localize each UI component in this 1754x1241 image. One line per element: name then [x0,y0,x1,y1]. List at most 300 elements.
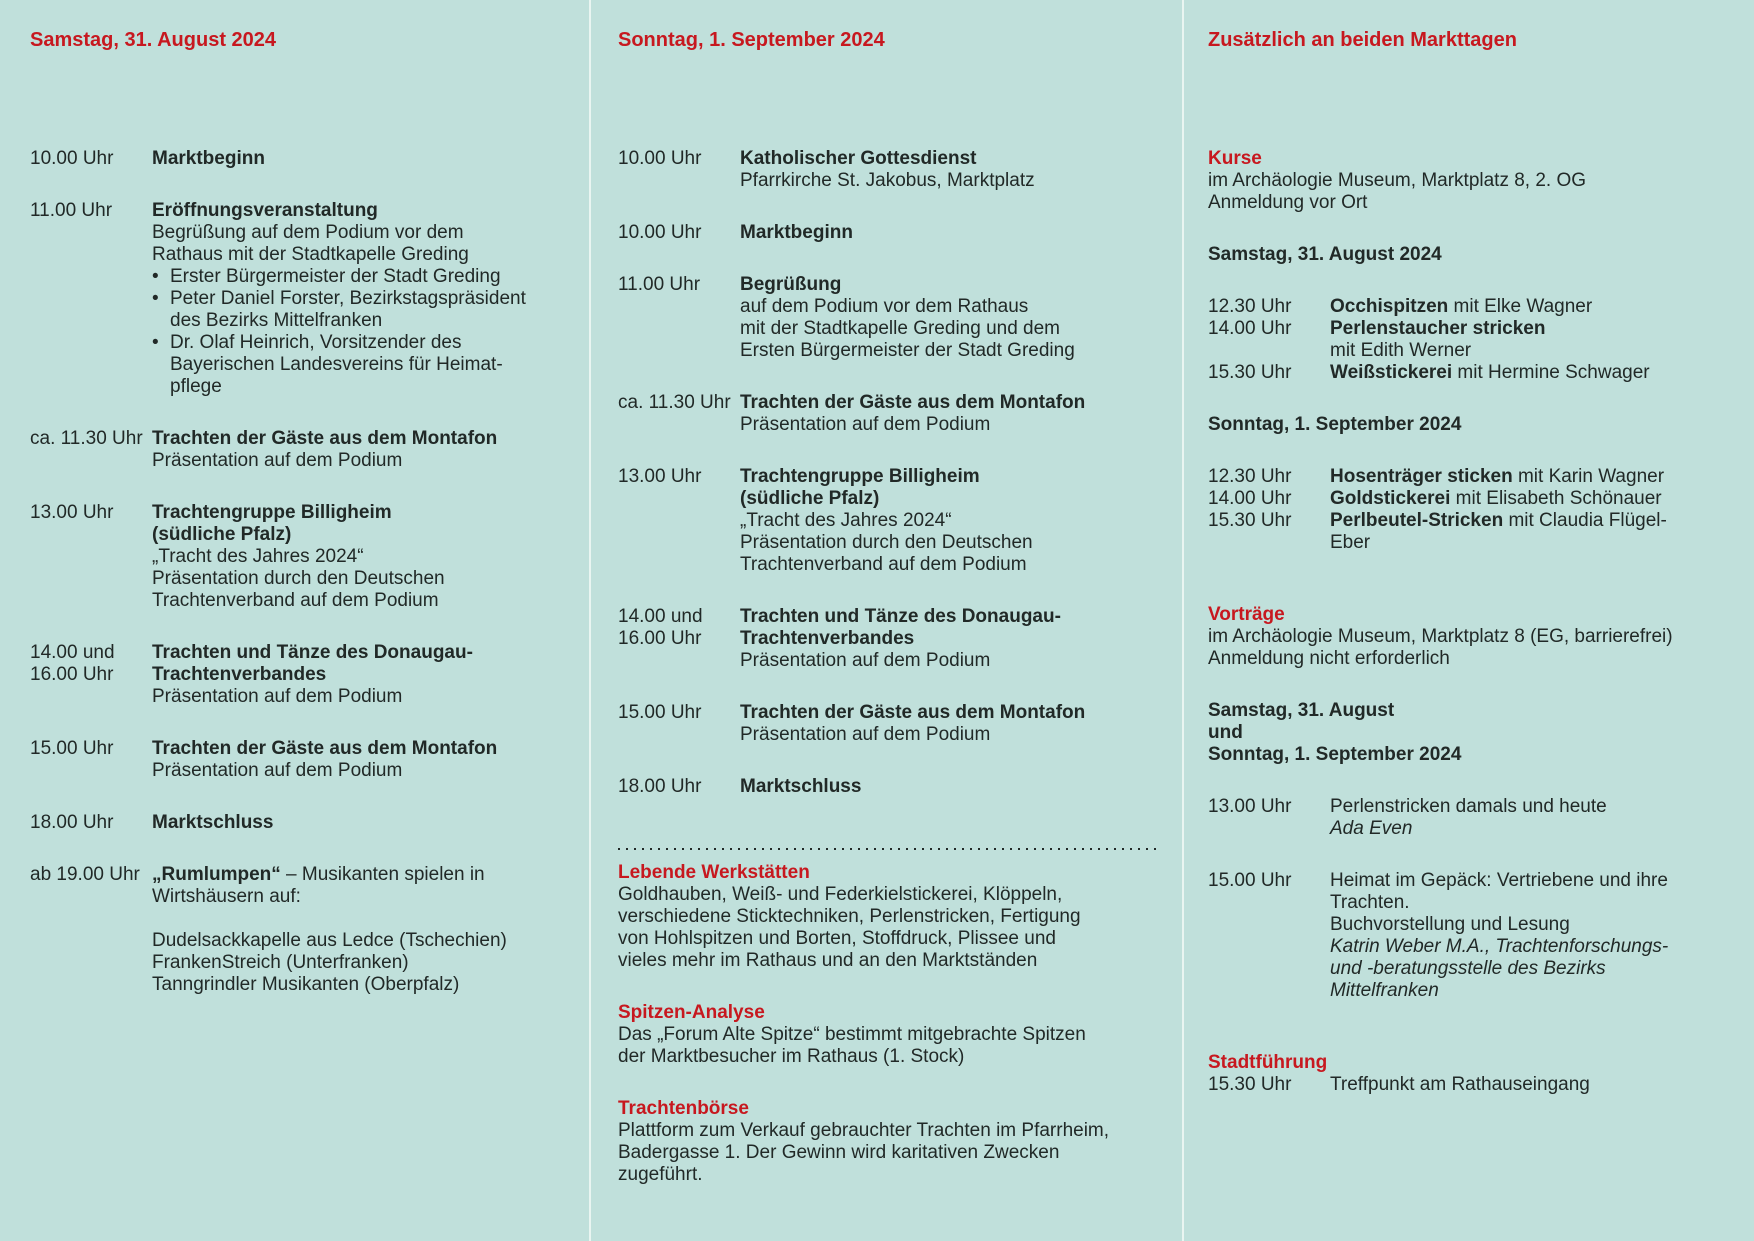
bullet-line [152,288,575,310]
text-segment: des Bezirks Mittelfranken [170,310,383,331]
time-text: ca. 11.30 Uhr [618,392,731,413]
time-text: 10.00 Uhr [618,222,702,243]
text-line [740,628,1158,650]
schedule-row [1208,362,1736,384]
time-cell [30,502,152,524]
schedule-row [30,864,575,996]
event-details [740,702,1158,746]
text-line [618,1024,1158,1046]
schedule-row [30,642,575,708]
text-line [152,568,575,590]
subheading-text: Samstag, 31. August 2024 [1208,244,1442,265]
section-block [1208,148,1736,214]
text-line [152,310,575,332]
text-segment: vieles mehr im Rathaus und an den Marktständen [618,950,1038,971]
subheading-text: Samstag, 31. August [1208,700,1395,721]
text-segment: mit Edith Werner [1330,340,1472,361]
schedule-block [30,812,575,834]
schedule-block [1208,296,1736,384]
time-cell [618,702,740,724]
event-details [1330,1074,1736,1096]
subheading-text: und [1208,722,1243,743]
text-segment: Trachtenverband auf dem Podium [740,554,1027,575]
text-segment: Dr. Olaf Heinrich, Vorsitzender des [170,332,462,353]
column-blocks [1208,148,1736,1096]
time-cell [618,606,740,650]
time-text: 10.00 Uhr [30,148,114,169]
text-line [740,392,1158,414]
text-line [740,170,1158,192]
text-segment: Occhispitzen [1330,296,1449,317]
schedule-block [1208,1074,1736,1096]
schedule-row [618,776,1158,798]
bullet-icon: • [152,288,159,309]
text-segment: Weißstickerei [1330,362,1453,383]
text-line [740,554,1158,576]
text-line [740,340,1158,362]
text-line [1330,936,1736,958]
schedule-row [618,274,1158,362]
text-line [152,546,575,568]
text-segment: Anmeldung nicht erforderlich [1208,648,1450,669]
event-details [1330,796,1736,840]
text-segment: mit Hermine Schwager [1452,362,1650,383]
time-cell [618,222,740,244]
text-segment: „Tracht des Jahres 2024“ [152,546,364,567]
time-cell [1208,466,1330,488]
bullet-line [152,266,575,288]
text-segment: Erster Bürgermeister der Stadt Greding [170,266,501,287]
time-cell [618,148,740,170]
text-segment: Wirtshäusern auf: [152,886,301,907]
schedule-block [1208,466,1736,554]
schedule-block [618,776,1158,798]
text-segment: Goldstickerei [1330,488,1451,509]
schedule-row [1208,466,1736,488]
time-text: 13.00 Uhr [1208,796,1292,817]
text-segment: „Tracht des Jahres 2024“ [740,510,952,531]
text-segment: Präsentation auf dem Podium [152,686,403,707]
text-segment: Trachten der Gäste aus dem Montafon [152,428,498,449]
schedule-block [618,702,1158,746]
schedule-row [30,148,575,170]
text-line [618,1142,1158,1164]
subheading-text: Sonntag, 1. September 2024 [1208,744,1462,765]
time-cell [618,776,740,798]
event-details [740,274,1158,362]
time-text: 12.30 Uhr [1208,296,1292,317]
text-segment: Trachtenverband auf dem Podium [152,590,439,611]
time-text: 11.00 Uhr [30,200,113,221]
text-segment: (südliche Pfalz) [740,488,880,509]
schedule-row [1208,870,1736,1002]
text-segment: Präsentation auf dem Podium [740,414,991,435]
text-segment: verschiedene Sticktechniken, Perlenstricken, Fertigung [618,906,1081,927]
text-segment: pflege [170,376,222,397]
text-line [1330,340,1736,362]
event-details [152,812,575,834]
text-segment: Präsentation auf dem Podium [740,650,991,671]
event-details [152,200,575,398]
text-segment: Begrüßung [740,274,842,295]
text-segment: Ada Even [1330,818,1413,839]
schedule-block [618,466,1158,576]
event-details [740,392,1158,436]
column-saturday [30,28,575,996]
text-segment: Trachten der Gäste aus dem Montafon [740,702,1086,723]
text-segment: im Archäologie Museum, Marktplatz 8, 2. OG [1208,170,1587,191]
text-line [152,864,575,886]
schedule-row [618,148,1158,192]
text-line [740,606,1158,628]
text-line [1330,870,1736,892]
text-segment: Marktbeginn [740,222,853,243]
text-line [152,502,575,524]
text-line [1330,532,1736,554]
text-segment: Plattform zum Verkauf gebrauchter Trachten im Pfarrheim, [618,1120,1110,1141]
text-line [740,274,1158,296]
time-text: 15.30 Uhr [1208,510,1292,531]
column-blocks [618,148,1158,1186]
time-text: 10.00 Uhr [618,148,702,169]
section-block [618,1098,1158,1186]
time-text: 18.00 Uhr [30,812,114,833]
time-text: 16.00 Uhr [30,664,114,685]
column-sunday [618,28,1158,1186]
text-line [618,1164,1158,1186]
schedule-row [30,738,575,782]
text-line [618,884,1158,906]
schedule-block [30,148,575,170]
text-segment: Goldhauben, Weiß- und Federkielstickerei, Klöppeln, [618,884,1063,905]
text-line [740,650,1158,672]
text-segment: auf dem Podium vor dem Rathaus [740,296,1029,317]
text-segment: mit Claudia Flügel- [1503,510,1667,531]
text-segment: Dudelsackkapelle aus Ledce (Tschechien) [152,930,507,951]
text-segment: mit der Stadtkapelle Greding und dem [740,318,1061,339]
event-details [152,428,575,472]
text-segment: Pfarrkirche St. Jakobus, Marktplatz [740,170,1035,191]
schedule-row [30,812,575,834]
section-title: Spitzen-Analyse [618,1002,765,1023]
text-line [152,664,575,686]
time-text: 15.00 Uhr [1208,870,1292,891]
text-segment: Trachten und Tänze des Donaugau- [740,606,1061,627]
divider-block [618,848,1158,850]
text-segment: der Marktbesucher im Rathaus (1. Stock) [618,1046,965,1067]
text-line [740,510,1158,532]
text-line [618,1046,1158,1068]
section-title: Stadtführung [1208,1052,1328,1073]
text-segment: Trachtengruppe Billigheim [152,502,392,523]
time-text: 12.30 Uhr [1208,466,1292,487]
event-details [1330,318,1736,362]
text-segment: mit Elke Wagner [1448,296,1593,317]
event-details [740,466,1158,576]
text-line [1330,466,1736,488]
event-details [152,864,575,996]
text-segment: Eber [1330,532,1371,553]
bullet-icon: • [152,266,159,287]
text-segment: Trachten der Gäste aus dem Montafon [152,738,498,759]
time-cell [1208,870,1330,892]
bullet-line [152,332,575,354]
text-segment: mit Karin Wagner [1512,466,1665,487]
column-blocks [30,148,575,996]
event-details [1330,296,1736,318]
text-line [1330,892,1736,914]
subheading-block [1208,244,1736,266]
text-line [740,148,1158,170]
text-segment: Perlbeutel-Stricken [1330,510,1504,531]
text-segment: im Archäologie Museum, Marktplatz 8 (EG, barrierefrei) [1208,626,1673,647]
schedule-row [618,392,1158,436]
time-cell [618,466,740,488]
time-cell [30,812,152,834]
text-line [1330,1074,1736,1096]
time-text: 14.00 und [618,606,703,627]
schedule-row [1208,1074,1736,1096]
text-line [618,950,1158,972]
text-line [1208,626,1736,648]
time-cell [30,642,152,686]
text-segment: Trachten. [1330,892,1410,913]
schedule-block [30,864,575,996]
text-segment: Heimat im Gepäck: Vertriebene und ihre [1330,870,1668,891]
text-line [1330,980,1736,1002]
schedule-block [1208,870,1736,1002]
text-line [618,928,1158,950]
column-divider-line [1182,0,1184,1241]
time-text: 16.00 Uhr [618,628,702,649]
event-details [152,738,575,782]
schedule-block [30,642,575,708]
event-details [152,502,575,612]
text-line [740,466,1158,488]
column-divider-line [589,0,591,1241]
blank-line [152,908,575,930]
schedule-row [618,702,1158,746]
text-line [1208,170,1736,192]
text-line [740,724,1158,746]
schedule-row [30,200,575,398]
text-line [740,318,1158,340]
event-details [1330,466,1736,488]
time-text: 15.30 Uhr [1208,1074,1292,1095]
time-cell [618,392,740,414]
text-segment: Begrüßung auf dem Podium vor dem [152,222,464,243]
section-block [1208,1052,1736,1074]
text-segment: Trachtenverbandes [740,628,915,649]
text-segment: und -beratungsstelle des Bezirks [1330,958,1606,979]
time-text: 18.00 Uhr [618,776,702,797]
event-details [1330,488,1736,510]
event-details [740,606,1158,672]
section-title: Kurse [1208,148,1262,169]
text-segment: Trachtenverbandes [152,664,327,685]
text-line [1330,318,1736,340]
time-text: ca. 11.30 Uhr [30,428,143,449]
text-segment: Badergasse 1. Der Gewinn wird karitativen Zwecken [618,1142,1060,1163]
schedule-block [618,222,1158,244]
time-cell [1208,1074,1330,1096]
time-text: 14.00 und [30,642,115,663]
text-line [618,1120,1158,1142]
text-line [1330,796,1736,818]
text-segment: „Rumlumpen“ [152,864,281,885]
time-text: 11.00 Uhr [618,274,701,295]
text-line [740,532,1158,554]
schedule-block [1208,796,1736,840]
text-line [740,296,1158,318]
text-line [152,428,575,450]
text-segment: Trachten der Gäste aus dem Montafon [740,392,1086,413]
time-cell [30,864,152,886]
schedule-block [618,606,1158,672]
schedule-block [618,392,1158,436]
text-line [152,930,575,952]
text-line [152,886,575,908]
schedule-block [618,148,1158,192]
time-text: ab 19.00 Uhr [30,864,140,885]
text-segment: Treffpunkt am Rathauseingang [1330,1074,1590,1095]
schedule-row [618,466,1158,576]
column-header: Sonntag, 1. September 2024 [618,29,885,51]
text-segment: Präsentation durch den Deutschen [740,532,1033,553]
subheading-block [1208,700,1736,766]
schedule-block [618,274,1158,362]
text-segment: von Hohlspitzen und Borten, Stoffdruck, Plissee und [618,928,1056,949]
schedule-row [1208,318,1736,362]
text-segment: mit Elisabeth Schönauer [1450,488,1662,509]
text-line [152,148,575,170]
time-text: 13.00 Uhr [30,502,114,523]
text-line [152,642,575,664]
schedule-row [30,502,575,612]
event-details [1330,362,1736,384]
text-segment: Marktschluss [152,812,274,833]
text-segment: Marktschluss [740,776,862,797]
text-segment: – Musikanten spielen in [280,864,485,885]
text-segment: Hosenträger sticken [1330,466,1513,487]
time-cell [1208,318,1330,340]
time-text: 15.00 Uhr [618,702,702,723]
time-cell [1208,510,1330,532]
text-line [740,488,1158,510]
time-cell [618,274,740,296]
section-block [618,862,1158,972]
text-segment: Bayerischen Landesvereins für Heimat- [170,354,503,375]
text-line [618,906,1158,928]
schedule-row [618,606,1158,672]
schedule-row [1208,488,1736,510]
schedule-row [1208,296,1736,318]
event-details [1330,510,1736,554]
text-segment: Präsentation auf dem Podium [152,450,403,471]
schedule-row [1208,510,1736,554]
column-header: Samstag, 31. August 2024 [30,29,277,51]
text-line [740,414,1158,436]
text-segment: Perlenstaucher stricken [1330,318,1546,339]
event-details [152,148,575,170]
text-segment: Präsentation durch den Deutschen [152,568,445,589]
text-line [740,222,1158,244]
text-line [152,760,575,782]
text-line [740,776,1158,798]
text-segment: Präsentation auf dem Podium [152,760,403,781]
section-title: Vorträge [1208,604,1285,625]
schedule-row [1208,796,1736,840]
time-cell [1208,362,1330,384]
section-block [618,1002,1158,1068]
time-cell [1208,488,1330,510]
text-segment: Mittelfranken [1330,980,1439,1001]
text-line [740,702,1158,724]
time-cell [1208,796,1330,818]
text-line [152,222,575,244]
text-line [1330,510,1736,532]
text-line [1330,296,1736,318]
schedule-row [30,428,575,472]
text-line [1330,362,1736,384]
text-segment: Perlenstricken damals und heute [1330,796,1607,817]
time-cell [30,148,152,170]
event-details [152,642,575,708]
time-cell [30,738,152,760]
text-line [152,952,575,974]
time-cell [30,428,152,450]
time-text: 14.00 Uhr [1208,318,1292,339]
text-segment: Präsentation auf dem Podium [740,724,991,745]
subheading-block [1208,414,1736,436]
bullet-icon: • [152,332,159,353]
text-segment: Buchvorstellung und Lesung [1330,914,1570,935]
text-segment: Eröffnungsveranstaltung [152,200,378,221]
text-segment: (südliche Pfalz) [152,524,292,545]
text-line [1208,648,1736,670]
text-segment: Peter Daniel Forster, Bezirkstagspräsident [170,288,526,309]
text-line [152,524,575,546]
text-line [152,812,575,834]
text-line [1330,818,1736,840]
section-title: Trachtenbörse [618,1098,749,1119]
text-line [152,738,575,760]
section-block [1208,604,1736,670]
time-text: 14.00 Uhr [1208,488,1292,509]
text-line [1208,192,1736,214]
time-cell [1208,296,1330,318]
text-segment: Ersten Bürgermeister der Stadt Greding [740,340,1075,361]
section-title: Lebende Werkstätten [618,862,810,883]
text-segment: FrankenStreich (Unterfranken) [152,952,409,973]
text-segment: Trachtengruppe Billigheim [740,466,980,487]
text-segment: Trachten und Tänze des Donaugau- [152,642,473,663]
text-segment: Tanngrindler Musikanten (Oberpfalz) [152,974,460,995]
time-text: 15.30 Uhr [1208,362,1292,383]
schedule-block [30,738,575,782]
text-line [152,200,575,222]
schedule-block [30,428,575,472]
column-header: Zusätzlich an beiden Markttagen [1208,29,1517,51]
text-segment: Anmeldung vor Ort [1208,192,1368,213]
schedule-block [30,502,575,612]
text-line [1330,958,1736,980]
event-details [740,776,1158,798]
text-line [152,450,575,472]
text-line [152,590,575,612]
text-segment: Katholischer Gottesdienst [740,148,977,169]
time-text: 15.00 Uhr [30,738,114,759]
